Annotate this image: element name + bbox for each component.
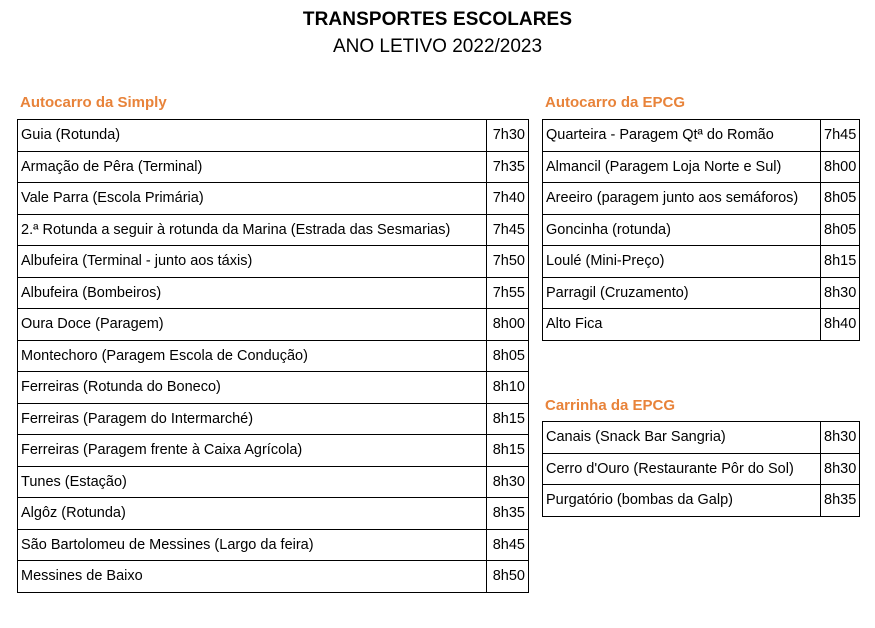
simply-schedule-table — [17, 119, 529, 593]
simply-heading: Autocarro da Simply — [20, 94, 167, 111]
departure-time: 8h30 — [487, 466, 529, 498]
page-subtitle: ANO LETIVO 2022/2023 — [332, 36, 543, 57]
departure-time: 7h55 — [487, 277, 529, 309]
table-row — [18, 309, 529, 341]
table-row — [543, 246, 860, 278]
departure-time: 8h35 — [821, 485, 860, 517]
stop-name: Cerro d'Ouro (Restaurante Pôr do Sol) — [543, 453, 821, 485]
page-title: TRANSPORTES ESCOLARES — [302, 9, 573, 30]
table-row — [18, 120, 529, 152]
stop-name: Parragil (Cruzamento) — [543, 277, 821, 309]
table-row — [18, 246, 529, 278]
table-row — [543, 309, 860, 341]
stop-name: Vale Parra (Escola Primária) — [18, 183, 487, 215]
stop-name: Oura Doce (Paragem) — [18, 309, 487, 341]
departure-time: 8h30 — [821, 277, 860, 309]
stop-name: Loulé (Mini-Preço) — [543, 246, 821, 278]
departure-time: 8h30 — [821, 422, 860, 454]
departure-time: 7h45 — [487, 214, 529, 246]
table-row — [543, 183, 860, 215]
departure-time: 8h30 — [821, 453, 860, 485]
epcg-bus-heading: Autocarro da EPCG — [545, 94, 686, 111]
departure-time: 8h00 — [487, 309, 529, 341]
stop-name: Almancil (Paragem Loja Norte e Sul) — [543, 151, 821, 183]
stop-name: Algôz (Rotunda) — [18, 498, 487, 530]
table-row — [18, 561, 529, 593]
stop-name: São Bartolomeu de Messines (Largo da feira) — [18, 529, 487, 561]
departure-time: 8h50 — [487, 561, 529, 593]
table-row — [18, 214, 529, 246]
departure-time: 8h10 — [487, 372, 529, 404]
stop-name: Canais (Snack Bar Sangria) — [543, 422, 821, 454]
table-row — [18, 529, 529, 561]
stop-name: Albufeira (Terminal - junto aos táxis) — [18, 246, 487, 278]
departure-time: 8h45 — [487, 529, 529, 561]
table-row — [18, 183, 529, 215]
departure-time: 7h50 — [487, 246, 529, 278]
table-row — [543, 151, 860, 183]
table-row — [18, 466, 529, 498]
departure-time: 7h45 — [821, 120, 860, 152]
table-row — [18, 277, 529, 309]
table-row — [543, 485, 860, 517]
stop-name: Albufeira (Bombeiros) — [18, 277, 487, 309]
stop-name: Alto Fica — [543, 309, 821, 341]
stop-name: 2.ª Rotunda a seguir à rotunda da Marina (Estrada das Sesmarias) — [18, 214, 487, 246]
stop-name: Quarteira - Paragem Qtª do Romão — [543, 120, 821, 152]
table-row — [18, 498, 529, 530]
stop-name: Armação de Pêra (Terminal) — [18, 151, 487, 183]
table-row — [543, 120, 860, 152]
stop-name: Ferreiras (Paragem frente à Caixa Agrícola) — [18, 435, 487, 467]
stop-name: Montechoro (Paragem Escola de Condução) — [18, 340, 487, 372]
stop-name: Areeiro (paragem junto aos semáforos) — [543, 183, 821, 215]
departure-time: 8h40 — [821, 309, 860, 341]
stop-name: Guia (Rotunda) — [18, 120, 487, 152]
departure-time: 8h35 — [487, 498, 529, 530]
table-row — [18, 403, 529, 435]
table-row — [543, 277, 860, 309]
stop-name: Tunes (Estação) — [18, 466, 487, 498]
table-row — [543, 214, 860, 246]
departure-time: 8h00 — [821, 151, 860, 183]
table-row — [18, 151, 529, 183]
departure-time: 8h15 — [487, 435, 529, 467]
epcg-bus-schedule-table — [542, 119, 860, 341]
departure-time: 7h40 — [487, 183, 529, 215]
stop-name: Ferreiras (Paragem do Intermarché) — [18, 403, 487, 435]
table-row — [18, 372, 529, 404]
table-row — [543, 422, 860, 454]
stop-name: Purgatório (bombas da Galp) — [543, 485, 821, 517]
departure-time: 8h05 — [821, 214, 860, 246]
departure-time: 7h30 — [487, 120, 529, 152]
stop-name: Ferreiras (Rotunda do Boneco) — [18, 372, 487, 404]
epcg-van-heading: Carrinha da EPCG — [545, 397, 676, 414]
epcg-van-schedule-table — [542, 421, 860, 517]
departure-time: 8h05 — [821, 183, 860, 215]
table-row — [18, 340, 529, 372]
departure-time: 8h05 — [487, 340, 529, 372]
departure-time: 8h15 — [487, 403, 529, 435]
stop-name: Goncinha (rotunda) — [543, 214, 821, 246]
stop-name: Messines de Baixo — [18, 561, 487, 593]
table-row — [18, 435, 529, 467]
departure-time: 7h35 — [487, 151, 529, 183]
table-row — [543, 453, 860, 485]
departure-time: 8h15 — [821, 246, 860, 278]
